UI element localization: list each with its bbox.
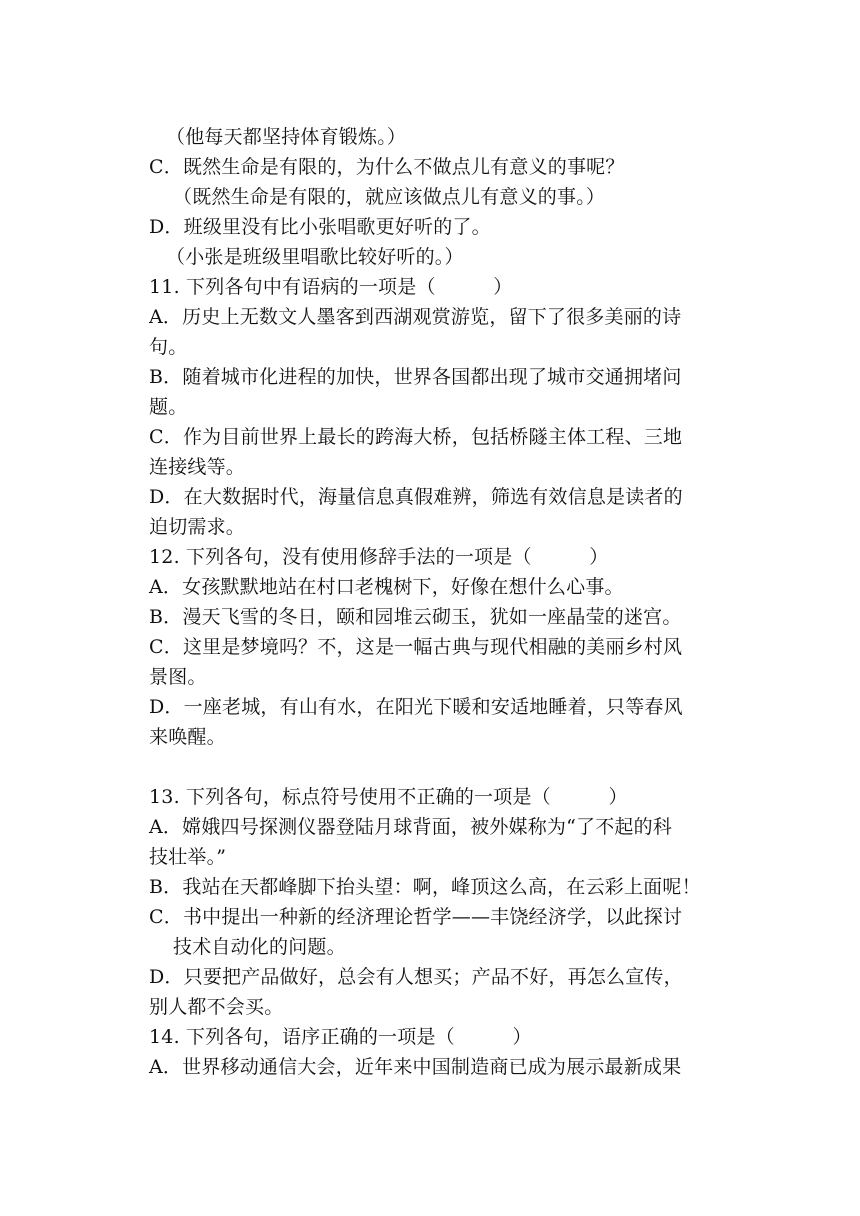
q12-option-d-line1: D．一座老城，有山有水，在阳光下暖和安适地睡着，只等春风 <box>149 696 683 718</box>
q11-option-c-line1: C．作为目前世界上最长的跨海大桥，包括桥隧主体工程、三地 <box>149 426 683 448</box>
q11-option-d-line1: D．在大数据时代，海量信息真假难辨，筛选有效信息是读者的 <box>149 486 683 508</box>
q13-option-a-line1: A．嫦娥四号探测仪器登陆月球背面，被外媒称为“了不起的科 <box>149 816 673 838</box>
q10-option-c-note: （既然生命是有限的，就应该做点儿有意义的事。） <box>173 186 606 208</box>
q12-option-c-line2: 景图。 <box>149 666 207 688</box>
blank-spacer <box>149 752 719 782</box>
q12-stem: 12. 下列各句，没有使用修辞手法的一项是（ ） <box>149 546 609 568</box>
q13-option-c-line2: 技术自动化的问题。 <box>173 936 346 958</box>
document-page <box>149 122 719 1082</box>
q11-option-a-line1: A．历史上无数文人墨客到西湖观赏游览，留下了很多美丽的诗 <box>149 306 682 328</box>
answer-note-d-line: （他每天都坚持体育锻炼。） <box>166 126 407 148</box>
q10-option-c: C．既然生命是有限的，为什么不做点儿有意义的事呢？ <box>149 156 625 178</box>
q13-stem: 13. 下列各句，标点符号使用不正确的一项是（ ） <box>149 786 628 808</box>
q11-option-a-line2: 句。 <box>149 336 188 358</box>
q13-option-d-line2: 别人都不会买。 <box>149 996 284 1018</box>
q12-option-a: A．女孩默默地站在村口老槐树下，好像在想什么心事。 <box>149 576 624 598</box>
q13-option-d-line1: D．只要把产品做好，总会有人想买；产品不好，再怎么宣传， <box>149 966 683 988</box>
q10-option-d-note: （小张是班级里唱歌比较好听的。） <box>166 246 464 268</box>
q14-option-a-line1: A．世界移动通信大会，近年来中国制造商已成为展示最新成果 <box>149 1056 682 1078</box>
q13-option-b: B．我站在天都峰脚下抬头望：啊，峰顶这么高，在云彩上面呢！ <box>149 876 701 898</box>
q12-option-c-line1: C．这里是梦境吗？不，这是一幅古典与现代相融的美丽乡村风 <box>149 636 683 658</box>
q12-option-d-line2: 来唤醒。 <box>149 726 226 748</box>
q12-option-b: B．漫天飞雪的冬日，颐和园堆云砌玉，犹如一座晶莹的迷宫。 <box>149 606 682 628</box>
q13-option-a-line2: 技壮举。” <box>149 846 227 868</box>
q11-option-c-line2: 连接线等。 <box>149 456 246 478</box>
q13-option-c-line1: C．书中提出一种新的经济理论哲学——丰饶经济学，以此探讨 <box>149 906 683 928</box>
q11-option-b-line1: B．随着城市化进程的加快，世界各国都出现了城市交通拥堵问 <box>149 366 682 388</box>
q10-option-d: D．班级里没有比小张唱歌更好听的了。 <box>149 216 491 238</box>
q14-stem: 14. 下列各句，语序正确的一项是（ ） <box>149 1026 532 1048</box>
q11-stem: 11. 下列各句中有语病的一项是（ ） <box>149 276 513 298</box>
q11-option-d-line2: 迫切需求。 <box>149 516 246 538</box>
q11-option-b-line2: 题。 <box>149 396 188 418</box>
